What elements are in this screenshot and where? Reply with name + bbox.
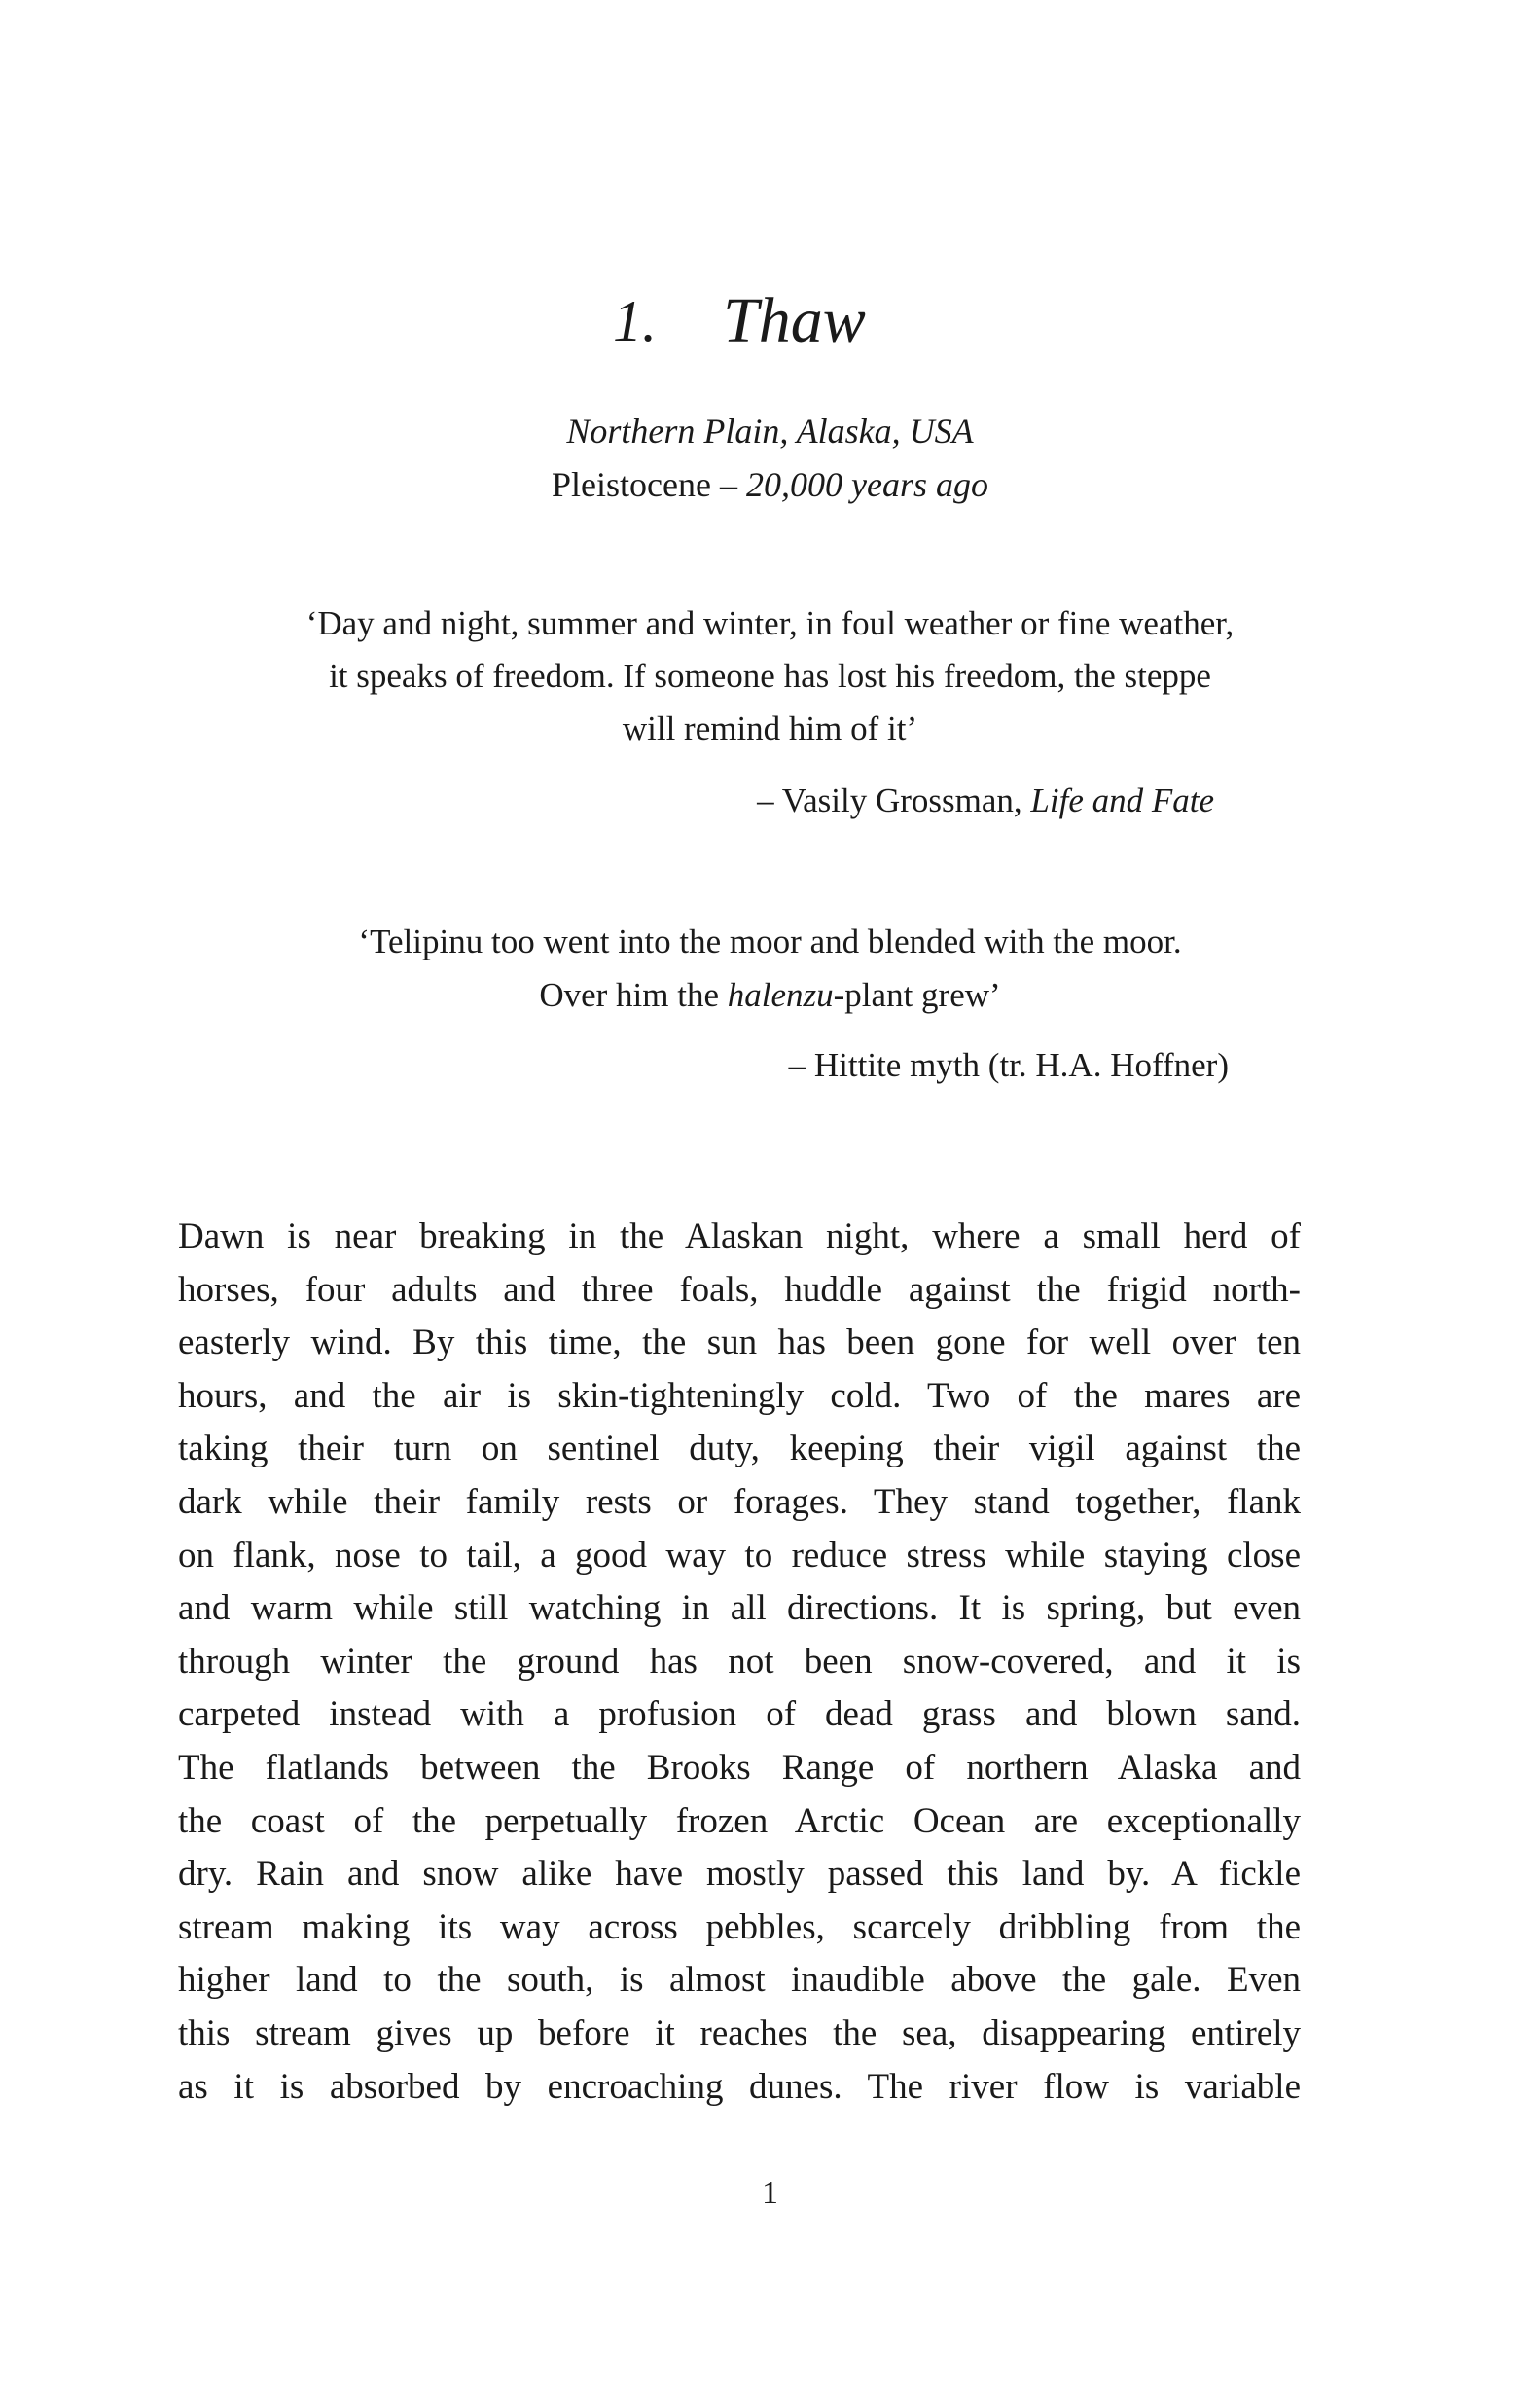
body-line: higher land to the south, is almost inaudible above the gale. Even [178, 1960, 1301, 2001]
body-line: stream making its way across pebbles, scarcely dribbling from the [178, 1906, 1301, 1947]
epigraph-line: it speaks of freedom. If someone has lost his freedom, the steppe [329, 657, 1211, 695]
era-years: 20,000 years ago [745, 465, 988, 504]
body-line: hours, and the air is skin-tighteningly cold. Two of the mares are [178, 1375, 1301, 1416]
epigraph-text: Over him the [539, 976, 728, 1014]
body-line: carpeted instead with a profusion of dead grass and blown sand. [178, 1694, 1301, 1735]
epigraph-text: -plant grew’ [833, 976, 1001, 1014]
epigraph-line: ‘Telipinu too went into the moor and blended with the moor. [358, 923, 1182, 960]
epigraph-italic-word: halenzu [727, 976, 834, 1014]
body-line: on flank, nose to tail, a good way to reduce stress while staying close [178, 1535, 1301, 1576]
body-line: Dawn is near breaking in the Alaskan night, where a small herd of [178, 1216, 1301, 1256]
epigraph-attribution [757, 779, 1214, 822]
epigraph-line [0, 974, 1540, 1017]
epigraph-line: ‘Day and night, summer and winter, in foul weather or fine weather, [305, 604, 1235, 642]
body-line: taking their turn on sentinel duty, keeping their vigil against the [178, 1429, 1301, 1469]
attribution-work: Life and Fate [1030, 781, 1214, 819]
epigraph-line: will remind him of it’ [622, 709, 918, 747]
body-line: and warm while still watching in all directions. It is spring, but even [178, 1588, 1301, 1629]
epigraph-attribution: – Hittite myth (tr. H.A. Hoffner) [788, 1046, 1229, 1084]
body-line: easterly wind. By this time, the sun has been gone for well over ten [178, 1322, 1301, 1363]
chapter-era [0, 463, 1540, 506]
chapter-title: Thaw [723, 285, 866, 356]
page-number: 1 [762, 2175, 778, 2211]
body-line: dark while their family rests or forages. They stand together, flank [178, 1482, 1301, 1522]
body-line: dry. Rain and snow alike have mostly passed this land by. A fickle [178, 1854, 1301, 1895]
attribution-author: – Vasily Grossman, [757, 781, 1031, 819]
chapter-location: Northern Plain, Alaska, USA [566, 412, 974, 451]
body-line: horses, four adults and three foals, huddle against the frigid north- [178, 1269, 1301, 1310]
body-line: through winter the ground has not been snow-covered, and it is [178, 1641, 1301, 1682]
body-line: the coast of the perpetually frozen Arctic Ocean are exceptionally [178, 1800, 1301, 1841]
body-line: The flatlands between the Brooks Range of northern Alaska and [178, 1748, 1301, 1788]
body-line: as it is absorbed by encroaching dunes. The river flow is variable [178, 2066, 1301, 2107]
era-label: Pleistocene – [552, 465, 746, 504]
body-line: this stream gives up before it reaches the sea, disappearing entirely [178, 2013, 1301, 2053]
chapter-number: 1. [613, 289, 657, 353]
